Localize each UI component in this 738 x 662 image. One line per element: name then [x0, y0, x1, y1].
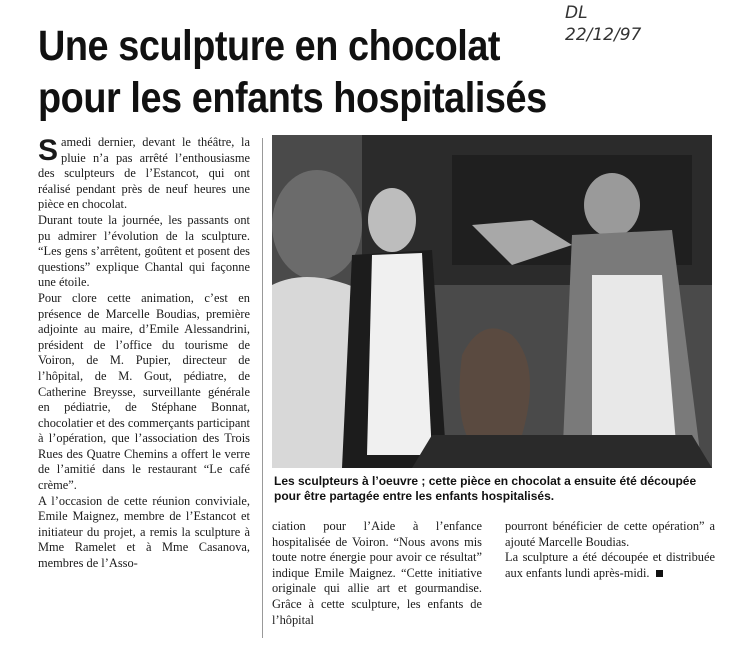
article-paragraph-2: Durant toute la journée, les passants ont pu admirer l’évolution de la sculpture. “Les gens s’arrêtent, goûtent et posent des questions” explique Chantal qui façonne une étoile.	[38, 212, 250, 290]
article-paragraph-3: Pour clore cette animation, c’est en présence de Marcelle Boudias, première adjointe au maire, d’Emile Alessandrini, président de l’office du tourisme de Voiron, de M. Pupier, directeur de l’hôpital, de M. Gout, pédiatre, de Catherine Breysse, surveillante générale en pédiatrie, de Stéphane Bonnat, chocolatier et des commerçants participant à l’opération, que l’association des Trois Rues des Quatre Chemins a offert le verre de l’amitié dans le restaurant “Le café crème”.	[38, 290, 250, 493]
article-col3-paragraph-1: pourront bénéficier de cette opération” a ajouté Marcelle Boudias.	[505, 519, 715, 549]
article-photo	[272, 135, 712, 468]
article-column-2	[272, 519, 482, 628]
article-col3-paragraph-2: La sculpture a été découpée et distribuée aux enfants lundi après-midi.	[505, 550, 715, 580]
sculptors-photo-illustration	[272, 135, 712, 468]
headline	[38, 20, 638, 124]
drop-cap: S	[38, 134, 59, 167]
article-column-3	[505, 519, 715, 581]
end-of-article-mark	[656, 570, 663, 577]
headline-line-1: Une sculpture en chocolat	[38, 22, 501, 70]
column-divider	[262, 138, 263, 638]
article-column-1	[38, 135, 250, 572]
annotation-source: DL	[565, 3, 588, 23]
article-paragraph-1: Samedi dernier, devant le théâtre, la pluie n’a pas arrêté l’enthousiasme des sculpteurs de l’Estancot, qui ont réalisé pendant près de neuf heures une pièce en chocolat.	[38, 134, 250, 212]
headline-line-2: pour les enfants hospitalisés	[38, 74, 547, 122]
annotation-date: 22/12/97	[565, 25, 642, 45]
article-paragraph-4: A l’occasion de cette réunion conviviale, Emile Maignez, membre de l’Estancot et initiateur du projet, a remis la sculpture à Mme Ramelet et à Mme Casanova, membres de l’Asso-	[38, 493, 250, 571]
photo-caption: Les sculpteurs à l’oeuvre ; cette pièce en chocolat a ensuite été découpée pour être partagée entre les enfants hospitalisés.	[274, 474, 697, 503]
article-col2-paragraph: ciation pour l’Aide à l’enfance hospitalisée de Voiron. “Nous avons mis toute notre énergie pour avoir ce résultat” indique Emile Maignez. “Cette initiative originale qui allie art et gourmandise. Grâce à cette sculpture, les enfants de l’hôpital	[272, 519, 482, 627]
